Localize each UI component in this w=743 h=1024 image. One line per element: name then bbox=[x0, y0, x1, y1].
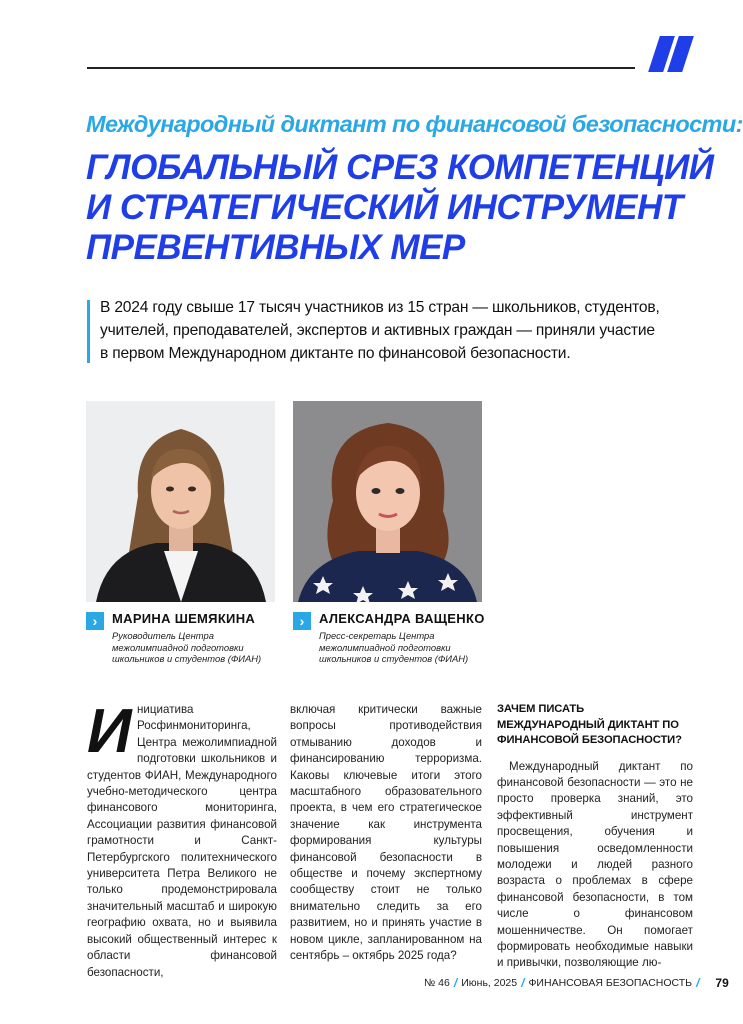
column-text: нициатива Росфинмониторинга, Центра межолимпиадной подготовки школьников и студентов ФИАН, Международного учебно-методического центра финансового мониторинга, Ассоциации развития финансовой грамотности и Санкт-Петербургского политехнического университета Петра Великого не только продемонстрировала значительный масштаб и широкую географию охвата, но и выявила высокий общественный интерес к области финансовой безопасности, bbox=[87, 703, 277, 979]
title-line: ГЛОБАЛЬНЫЙ СРЕЗ КОМПЕТЕНЦИЙ bbox=[86, 148, 714, 187]
article-subtitle: Международный диктант по финансовой безопасности: bbox=[86, 111, 743, 137]
drop-cap: И bbox=[87, 697, 132, 766]
issue-number: № 46 bbox=[424, 977, 450, 989]
page-footer bbox=[424, 975, 729, 991]
section-heading: ЗАЧЕМ ПИСАТЬ МЕЖДУНАРОДНЫЙ ДИКТАНТ ПО ФИНАНСОВОЙ БЕЗОПАСНОСТИ? bbox=[497, 703, 682, 746]
portrait-photo-vashchenko bbox=[293, 401, 482, 602]
portrait-photo-shemyakina bbox=[86, 401, 275, 602]
quote-marks-logo-icon bbox=[648, 36, 692, 72]
magazine-name: ФИНАНСОВАЯ БЕЗОПАСНОСТЬ bbox=[528, 977, 693, 989]
page-number: 79 bbox=[715, 976, 729, 990]
column-text: Международный диктант по финансовой безопасности — это не просто проверка знаний, это эффективный инструмент просвещения, обучения и повышения осведомленности молодежи и людей разного возраста о проблемах в сфере финансовой безопасности, в том числе о финансовом мошенничестве. Он помогает формировать необходимые навыки и привычки, позволяющие лю- bbox=[497, 759, 693, 970]
separator-slash-icon: / bbox=[453, 976, 458, 990]
lead-accent-bar bbox=[87, 300, 90, 363]
person-role: Руководитель Центра межолимпиадной подготовки школьников и студентов (ФИАН) bbox=[112, 630, 262, 664]
article-column-3 bbox=[497, 702, 693, 972]
issue-date: Июнь, 2025 bbox=[461, 977, 518, 989]
separator-slash-icon: / bbox=[696, 976, 700, 990]
title-line: И СТРАТЕГИЧЕСКИЙ ИНСТРУМЕНТ bbox=[86, 188, 683, 227]
article-title bbox=[86, 148, 714, 268]
person-role: Пресс-секретарь Центра межолимпиадной подготовки школьников и студентов (ФИАН) bbox=[319, 630, 469, 664]
article-column-2 bbox=[290, 702, 482, 965]
lead-paragraph: В 2024 году свыше 17 тысяч участников из 15 стран — школьников, студентов, учителей, преподавателей, экспертов и активных граждан — приняли участие в первом Международном диктанте по финансовой безопасности. bbox=[100, 299, 660, 362]
column-text: включая критически важные вопросы противодействия отмыванию доходов и финансированию терроризма. Каковы ключевые итоги этого масштабного образовательного проекта, в чем его стратегическое значение как инструмента формирования культуры финансовой безопасности в обществе и почему экспертному сообществу стоит не только внимательно следить за его развитием, но и принять участие в новом цикле, запланированном на сентябрь – октябрь 2025 года? bbox=[290, 703, 482, 963]
separator-slash-icon: / bbox=[521, 976, 525, 990]
header-rule bbox=[87, 67, 635, 69]
person-name: АЛЕКСАНДРА ВАЩЕНКО bbox=[319, 611, 485, 626]
title-line: ПРЕВЕНТИВНЫХ МЕР bbox=[86, 228, 465, 267]
chevron-right-icon: › bbox=[293, 612, 311, 630]
person-name: МАРИНА ШЕМЯКИНА bbox=[112, 611, 256, 626]
article-column-1 bbox=[87, 697, 277, 981]
chevron-right-icon: › bbox=[86, 612, 104, 630]
